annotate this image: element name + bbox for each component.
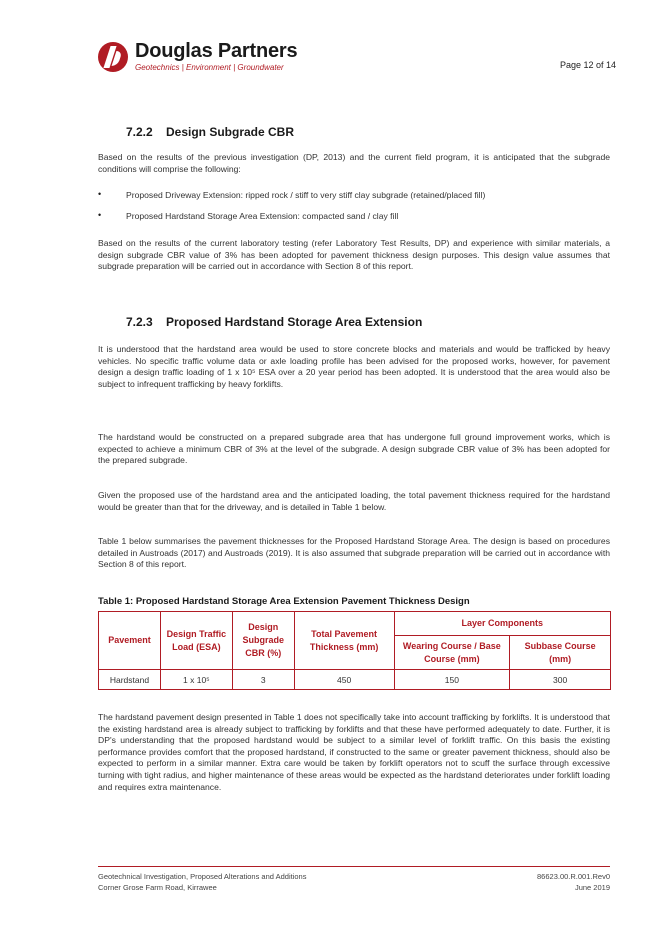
bullet-item: Proposed Driveway Extension: ripped rock / stiff to very stiff clay subgrade (retained/placed fill) [126,190,486,200]
table-cell: 1 x 10⁵ [160,670,232,690]
table-cell: 300 [510,670,611,690]
table-cell: 150 [394,670,510,690]
table-cell: Hardstand [99,670,161,690]
section-title: Proposed Hardstand Storage Area Extension [166,315,423,329]
paragraph: Based on the results of the current laboratory testing (refer Laboratory Test Results, DP) and experience with similar materials, a design subgrade CBR value of 3% has been adopted for pavement thickness design purposes. This design value assumes that subgrade preparation will be carried out in accordance with Section 8 of this report. [98,238,610,272]
footer-project-location: Corner Grose Farm Road, Kirrawee [98,883,217,892]
page-number: Page 12 of 14 [560,60,617,70]
table-row [99,670,611,690]
paragraph: The hardstand pavement design presented in Table 1 does not specifically take into account trafficking by forklifts. It is understood that the existing hardstand area is already subject to trafficking by forklifts and that these have performed adequately to date. Further, it is DP's understanding that the proposed hardstand would be subject to a similar level of forklift traffic. On this basis the existing performance provides comfort that the proposed hardstand, if constructed to the same or greater pavement thickness, should also be expected to perform in a similar manner. Extra care would be taken by forklift operators not to scuff the surface through excessive turning with tight radius, and higher maintenance of these areas would be expected as the hardstand deteriorates under forklift loading and requires extra maintenance. [98,712,610,792]
paragraph: Given the proposed use of the hardstand area and the anticipated loading, the total pavement thickness required for the hardstand would be greater than that for the driveway, and is detailed in Table 1 below. [98,490,610,512]
pavement-design-table [98,611,611,690]
section-heading-723 [126,315,422,329]
table-cell: 3 [232,670,294,690]
footer-divider [98,866,610,867]
paragraph: Based on the results of the previous investigation (DP, 2013) and the current field program, it is anticipated that the subgrade conditions will comprise the following: [98,152,610,174]
footer-project-title: Geotechnical Investigation, Proposed Alterations and Additions [98,872,307,881]
column-header-subgrade-cbr: Design Subgrade CBR (%) [232,612,294,670]
section-number: 7.2.3 [126,315,153,329]
section-heading-722 [126,125,294,139]
bullet-item: Proposed Hardstand Storage Area Extension: compacted sand / clay fill [126,211,399,221]
section-number: 7.2.2 [126,125,153,139]
section-title: Design Subgrade CBR [166,125,295,139]
brand-tagline: Geotechnics | Environment | Groundwater [135,63,284,72]
paragraph: The hardstand would be constructed on a prepared subgrade area that has undergone full ground improvement works, which is expected to achieve a minimum CBR of 3% at the level of the subgrade. A design subgrade CBR value of 3% has been adopted for the prepared subgrade. [98,432,610,466]
column-header-traffic-load: Design Traffic Load (ESA) [160,612,232,670]
bullet-icon: • [98,210,102,220]
brand-name: Douglas Partners [135,40,298,62]
paragraph: It is understood that the hardstand area would be used to store concrete blocks and materials and would be trafficked by heavy vehicles. No specific traffic volume data or axle loading profile has been advised for the proposed works, however, for pavement design a design traffic loading of 1 x 10⁵ ESA over a 20 year period has been adopted. It is understood that the area would also be subject to infrequent trafficking by heavy forklifts. [98,344,610,389]
column-header-pavement: Pavement [99,612,161,670]
footer-date: June 2019 [574,883,610,892]
column-header-wearing-course: Wearing Course / Base Course (mm) [394,636,510,670]
paragraph: Table 1 below summarises the pavement thicknesses for the Proposed Hardstand Storage Area. The design is based on procedures detailed in Austroads (2017) and Austroads (2019). It is also assumed that subgrade preparation will be carried out in accordance with Section 8 of this report. [98,536,610,570]
company-logo-icon [98,42,128,72]
column-header-layer-components: Layer Components [394,612,611,636]
table-cell: 450 [294,670,394,690]
footer-report-number: 86623.00.R.001.Rev0 [537,872,610,881]
table-title: Table 1: Proposed Hardstand Storage Area Extension Pavement Thickness Design [98,596,470,607]
bullet-icon: • [98,189,102,199]
column-header-total-thickness: Total Pavement Thickness (mm) [294,612,394,670]
column-header-subbase: Subbase Course (mm) [510,636,611,670]
